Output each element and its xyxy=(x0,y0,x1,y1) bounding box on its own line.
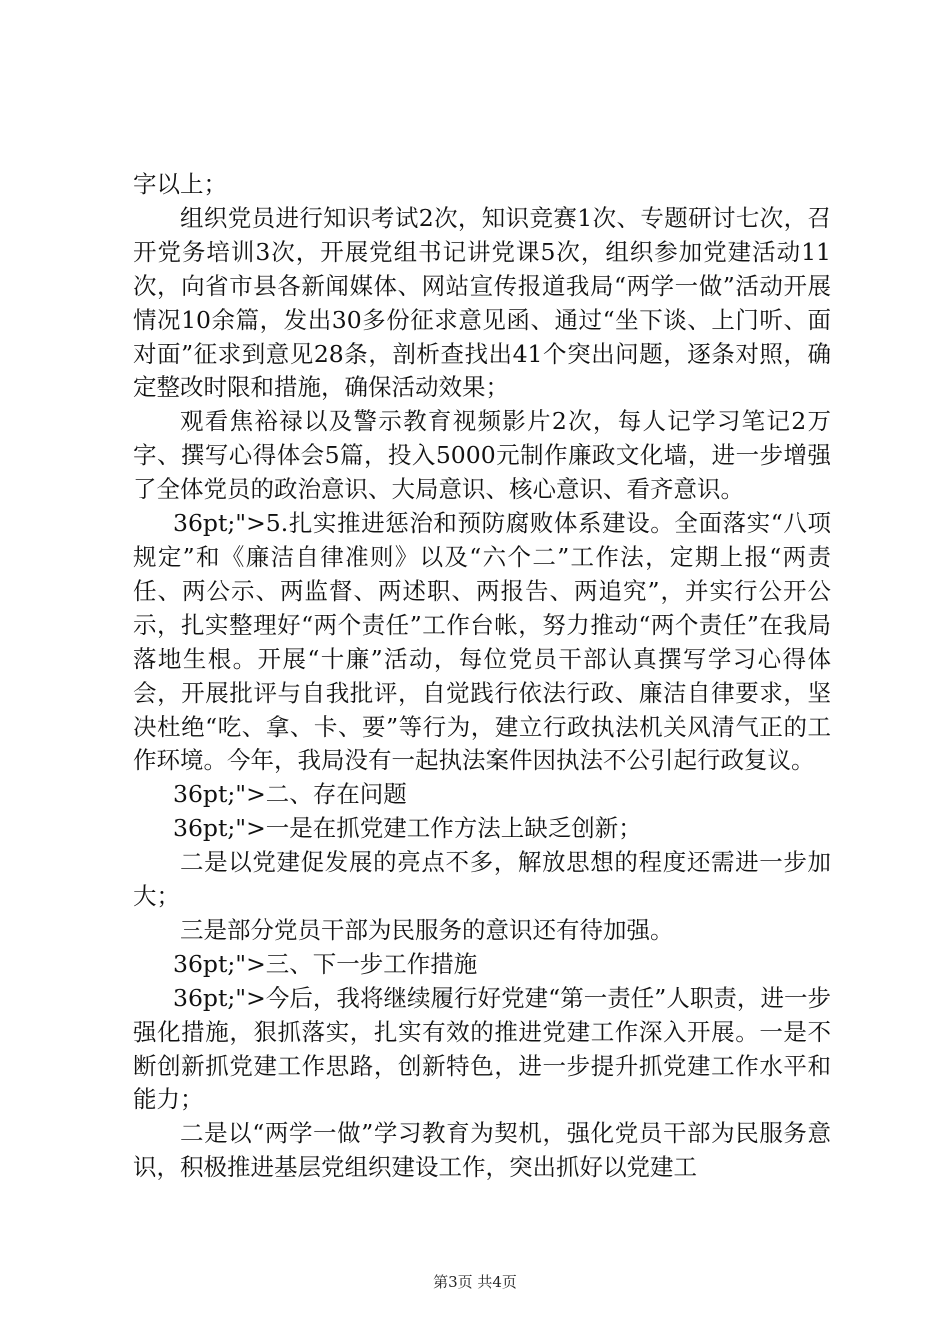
document-body xyxy=(133,168,831,1185)
paragraph-continuation: 字以上； xyxy=(133,170,227,198)
paragraph-second-measure: 二是以“两学一做”学习教育为契机，强化党员干部为民服务意识，积极推进基层党组织建设工作，突出抓好以党建工 xyxy=(133,1119,831,1182)
problem-item-2: 二是以党建促发展的亮点不多，解放思想的程度还需进一步加大； xyxy=(133,848,831,911)
paragraph-education: 观看焦裕禄以及警示教育视频影片2次，每人记学习笔记2万字、撰写心得体会5篇，投入5000元制作廉政文化墙，进一步增强了全体党员的政治意识、大局意识、核心意识、看齐意识。 xyxy=(133,407,831,504)
problem-item-3: 三是部分党员干部为民服务的意识还有待加强。 xyxy=(180,915,674,944)
heading-problems: 36pt;">二、存在问题 xyxy=(173,780,407,809)
paragraph-activities: 组织党员进行知识考试2次，知识竞赛1次、专题研讨七次，召开党务培训3次，开展党组书记讲党课5次，组织参加党建活动11次，向省市县各新闻媒体、网站宣传报道我局“两学一做”活动开展情况10余篇，发出30多份征求意见函、通过“坐下谈、上门听、面对面”征求到意见28条，剖析查找出41个突出问题，逐条对照，确定整改时限和措施，确保活动效果； xyxy=(133,203,831,402)
heading-next-steps: 36pt;">三、下一步工作措施 xyxy=(173,949,478,978)
problem-item-1: 36pt;">一是在抓党建工作方法上缺乏创新； xyxy=(173,814,642,843)
page-footer: 第3页 共4页 xyxy=(433,1273,517,1291)
paragraph-next-steps: 36pt;">今后，我将继续履行好党建“第一责任”人职责，进一步强化措施，狠抓落实，扎实有效的推进党建工作深入开展。一是不断创新抓党建工作思路，创新特色，进一步提升抓党建工作水平和能力； xyxy=(133,983,831,1114)
paragraph-anticorruption: 36pt;">5.扎实推进惩治和预防腐败体系建设。全面落实“八项规定”和《廉洁自律准则》以及“六个二”工作法，定期上报“两责任、两公示、两监督、两述职、两报告、两追究”，并实行公开公示，扎实整理好“两个责任”工作台帐，努力推动“两个责任”在我局落地生根。开展“十廉”活动，每位党员干部认真撰写学习心得体会，开展批评与自我批评，自觉践行依法行政、廉洁自律要求，坚决杜绝“吃、拿、卡、要”等行为，建立行政执法机关风清气正的工作环境。今年，我局没有一起执法案件因执法不公引起行政复议。 xyxy=(133,509,831,775)
